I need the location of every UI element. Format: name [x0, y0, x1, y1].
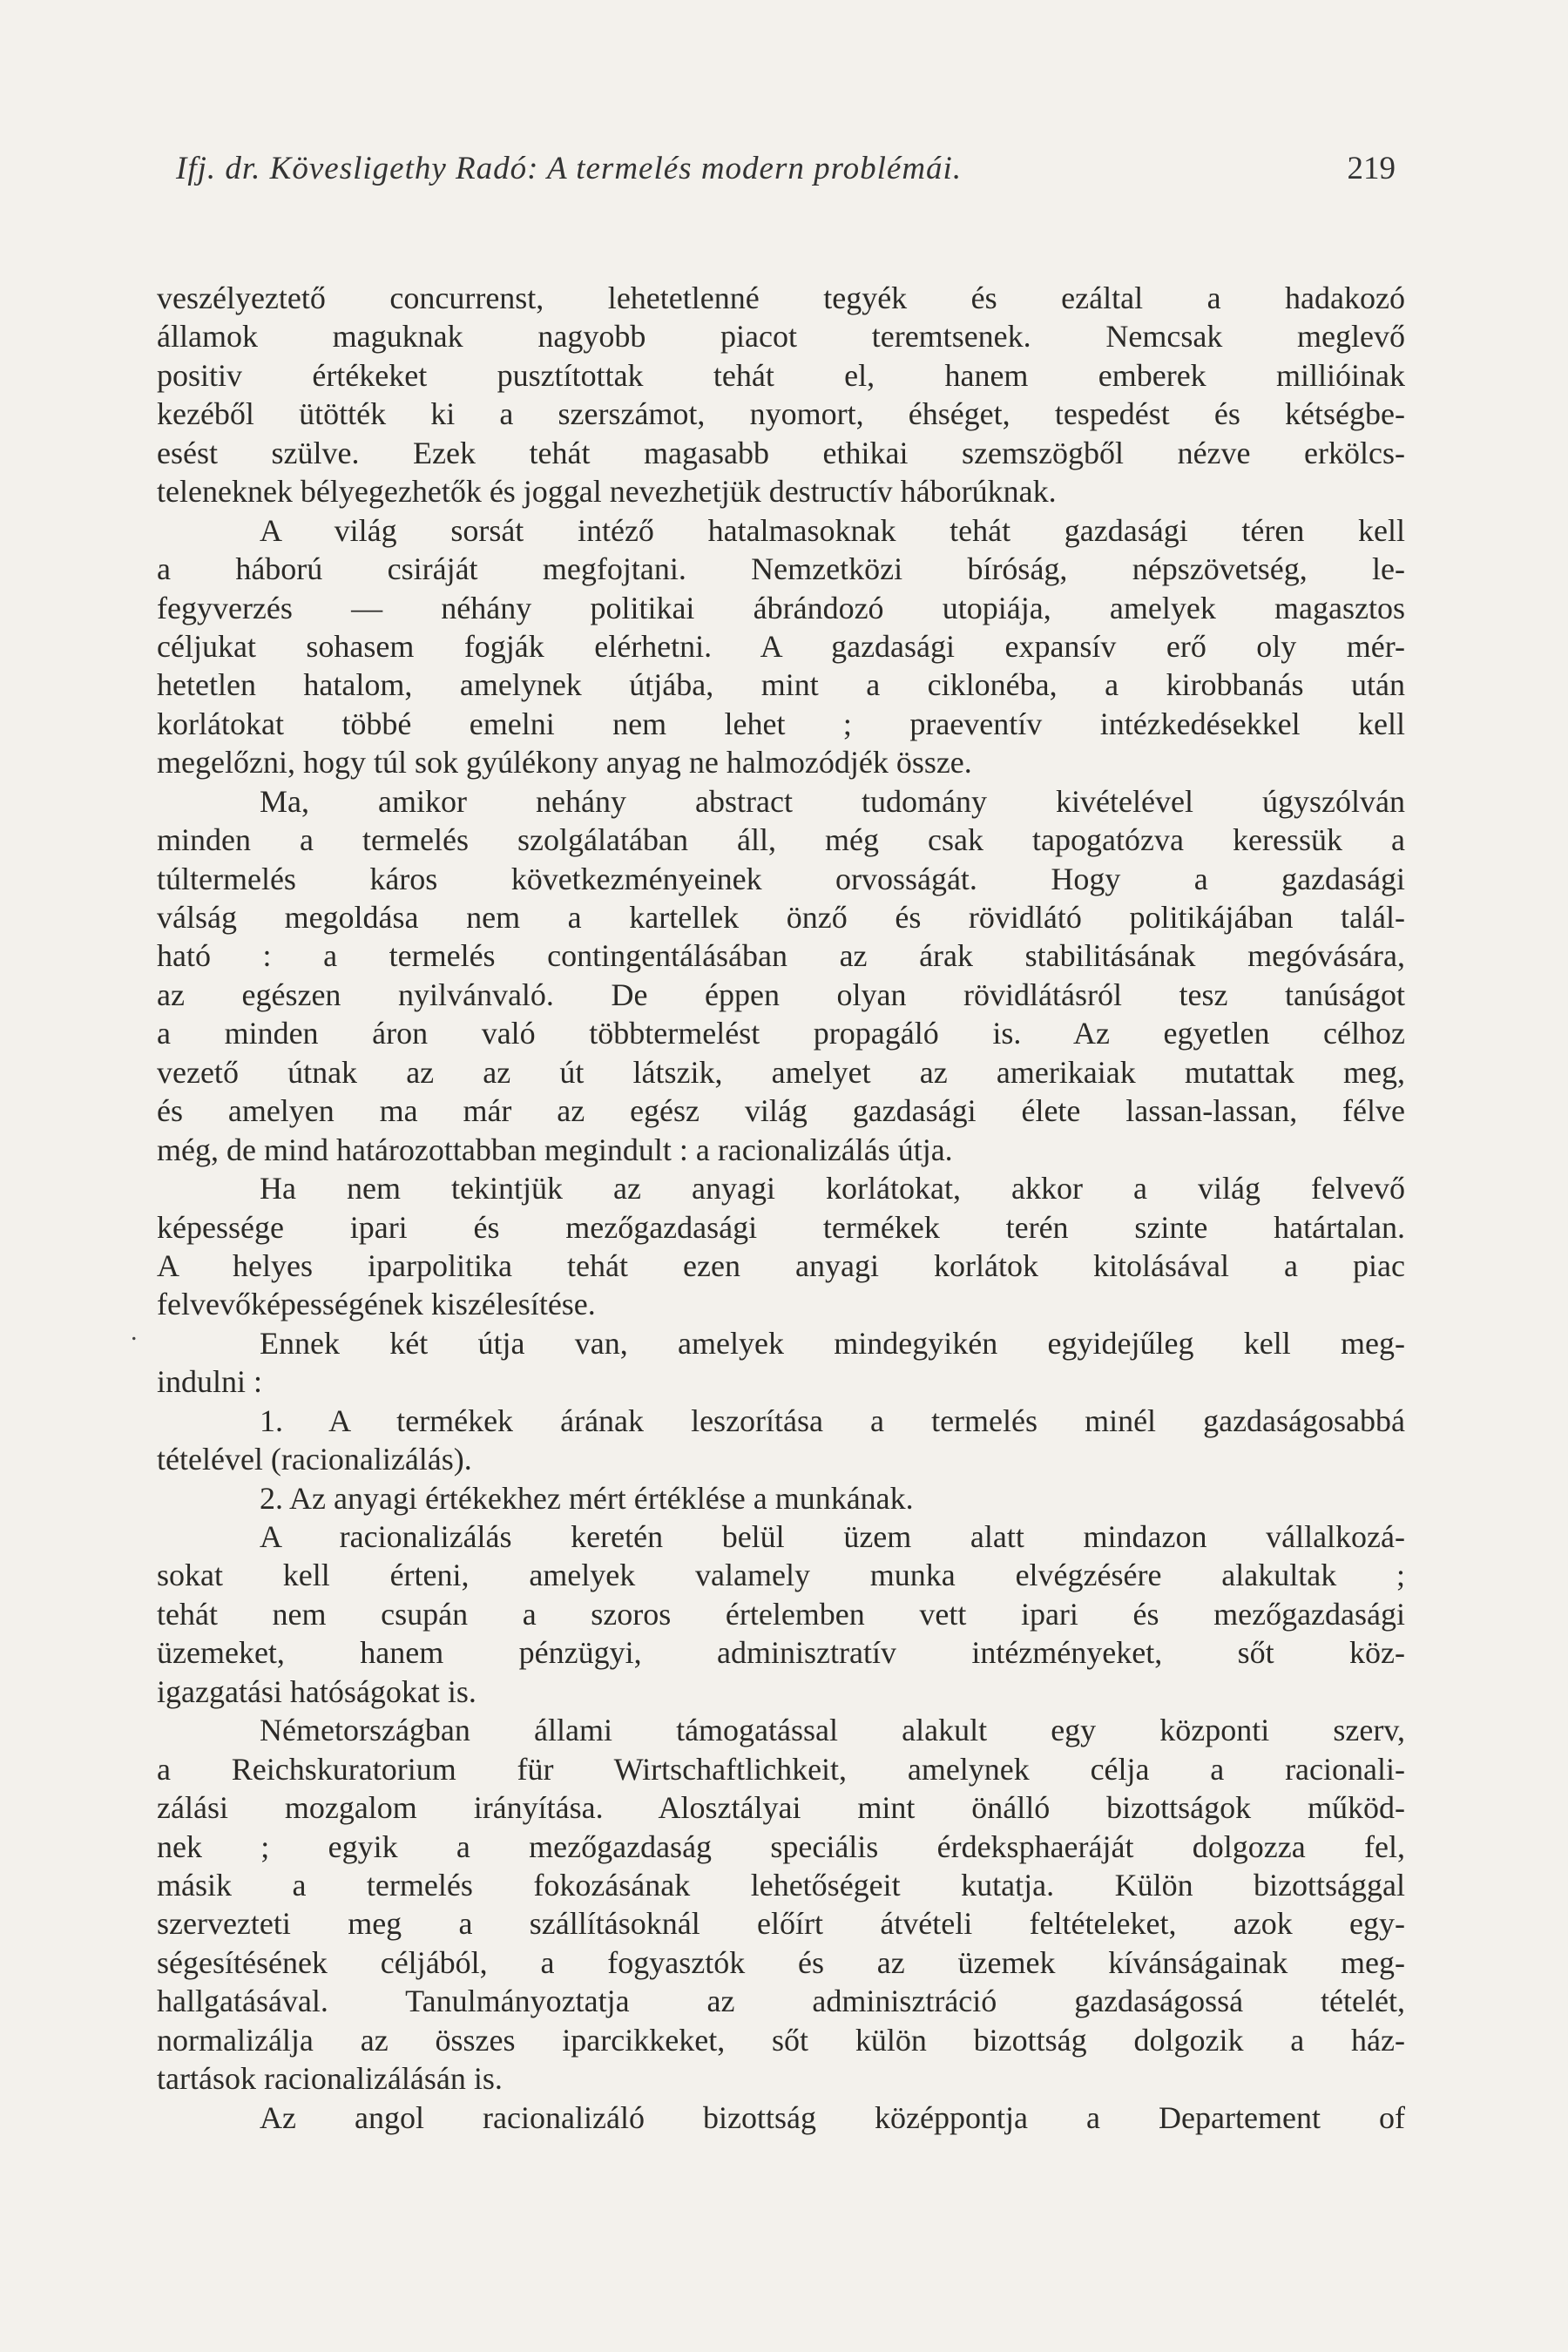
text-line: a minden áron való többtermelést propagáló is. Az egyetlen célhoz: [157, 1016, 1405, 1051]
text-line: hallgatásával. Tanulmányoztatja az adminisztráció gazdaságossá tételét,: [157, 1984, 1405, 2019]
text-line: A világ sorsát intéző hatalmasoknak tehát gazdasági téren kell: [260, 512, 1405, 548]
running-head: [176, 150, 1396, 202]
text-line: fegyverzés — néhány politikai ábrándozó utopiája, amelyek magasztos: [157, 590, 1405, 625]
text-line: sokat kell érteni, amelyek valamely munka elvégzésére alakultak ;: [157, 1558, 1405, 1593]
text-line: korlátokat többé emelni nem lehet ; praeventív intézkedésekkel kell: [157, 706, 1405, 741]
text-line: igazgatási hatóságokat is.: [157, 1673, 476, 1709]
text-line: üzemeket, hanem pénzügyi, adminisztratív intézményeket, sőt köz-: [157, 1635, 1405, 1671]
page-number: 219: [1347, 151, 1396, 186]
text-line: Ennek két útja van, amelyek mindegyikén egyidejűleg kell meg-: [260, 1325, 1405, 1361]
text-line: 1. A termékek árának leszorítása a termelés minél gazdaságosabbá: [260, 1402, 1405, 1438]
text-line: normalizálja az összes iparcikkeket, sőt külön bizottság dolgozik a ház-: [157, 2022, 1405, 2058]
text-line: tételével (racionalizálás).: [157, 1442, 472, 1477]
text-line: ható : a termelés contingentálásában az árak stabilitásának megóvására,: [157, 938, 1405, 974]
text-line: positiv értékeket pusztítottak tehát el, hanem emberek millióinak: [157, 357, 1405, 393]
text-line: veszélyeztető concurrenst, lehetetlenné tegyék és ezáltal a hadakozó: [157, 280, 1405, 315]
text-line: A helyes iparpolitika tehát ezen anyagi korlátok kitolásával a piac: [157, 1247, 1405, 1283]
text-line: túltermelés káros következményeinek orvosságát. Hogy a gazdasági: [157, 861, 1405, 896]
text-line: szervezteti meg a szállításoknál előírt átvételi feltételeket, azok egy-: [157, 1906, 1405, 1942]
text-line: az egészen nyilvánvaló. De éppen olyan rövidlátásról tesz tanúságot: [157, 977, 1405, 1012]
text-line: hetetlen hatalom, amelynek útjába, mint a ciklonéba, a kirobbanás után: [157, 667, 1405, 703]
running-head-title: Ifj. dr. Kövesligethy Radó: A termelés modern problémái.: [176, 151, 963, 186]
text-line: minden a termelés szolgálatában áll, még csak tapogatózva keressük a: [157, 822, 1405, 858]
text-line: nek ; egyik a mezőgazdaság speciális érdeksphaeráját dolgozza fel,: [157, 1828, 1405, 1864]
text-line: Az angol racionalizáló bizottság középpontja a Departement of: [260, 2099, 1405, 2135]
text-line: tartások racionalizálásán is.: [157, 2061, 503, 2097]
text-line: képessége ipari és mezőgazdasági termékek terén szinte határtalan.: [157, 1209, 1405, 1245]
text-line: kezéből ütötték ki a szerszámot, nyomort, éhséget, tespedést és kétségbe-: [157, 396, 1405, 432]
text-line: és amelyen ma már az egész világ gazdasági élete lassan-lassan, félve: [157, 1093, 1405, 1129]
text-line: Ma, amikor nehány abstract tudomány kivételével úgyszólván: [260, 783, 1405, 819]
text-line: tehát nem csupán a szoros értelemben vett ipari és mezőgazdasági: [157, 1596, 1405, 1632]
text-line: másik a termelés fokozásának lehetőségeit kutatja. Külön bizottsággal: [157, 1867, 1405, 1903]
text-line: vezető útnak az az út látszik, amelyet az amerikaiak mutattak meg,: [157, 1054, 1405, 1090]
text-line: céljukat sohasem fogják elérhetni. A gazdasági expansív erő oly mér-: [157, 628, 1405, 664]
text-line: teleneknek bélyegezhetők és joggal nevezhetjük destructív háborúknak.: [157, 474, 1057, 510]
text-line: 2. Az anyagi értékekhez mért értéklése a munkának.: [260, 1480, 914, 1516]
text-line: a Reichskuratorium für Wirtschaftlichkeit, amelynek célja a racionali-: [157, 1751, 1405, 1787]
text-line: államok maguknak nagyobb piacot teremtsenek. Nemcsak meglevő: [157, 319, 1405, 355]
text-line: megelőzni, hogy túl sok gyúlékony anyag ne halmozódjék össze.: [157, 745, 972, 781]
margin-mark: .: [131, 1317, 138, 1346]
text-line: még, de mind határozottabban megindult : a racionalizálás útja.: [157, 1132, 953, 1167]
text-line: esést szülve. Ezek tehát magasabb ethikai szemszögből nézve erkölcs-: [157, 435, 1405, 470]
text-line: a háború csiráját megfojtani. Nemzetközi bíróság, népszövetség, le-: [157, 551, 1405, 587]
text-line: indulni :: [157, 1364, 263, 1400]
text-line: felvevőképességének kiszélesítése.: [157, 1287, 596, 1322]
body-text: [157, 279, 1405, 2137]
text-line: ségesítésének céljából, a fogyasztók és az üzemek kívánságainak meg-: [157, 1944, 1405, 1980]
text-line: válság megoldása nem a kartellek önző és rövidlátó politikájában talál-: [157, 900, 1405, 935]
text-line: A racionalizálás keretén belül üzem alatt mindazon vállalkozá-: [260, 1519, 1405, 1554]
text-line: zálási mozgalom irányítása. Alosztályai mint önálló bizottságok működ-: [157, 1790, 1405, 1826]
text-line: Németországban állami támogatással alakult egy központi szerv,: [260, 1713, 1405, 1748]
text-line: Ha nem tekintjük az anyagi korlátokat, akkor a világ felvevő: [260, 1171, 1405, 1206]
